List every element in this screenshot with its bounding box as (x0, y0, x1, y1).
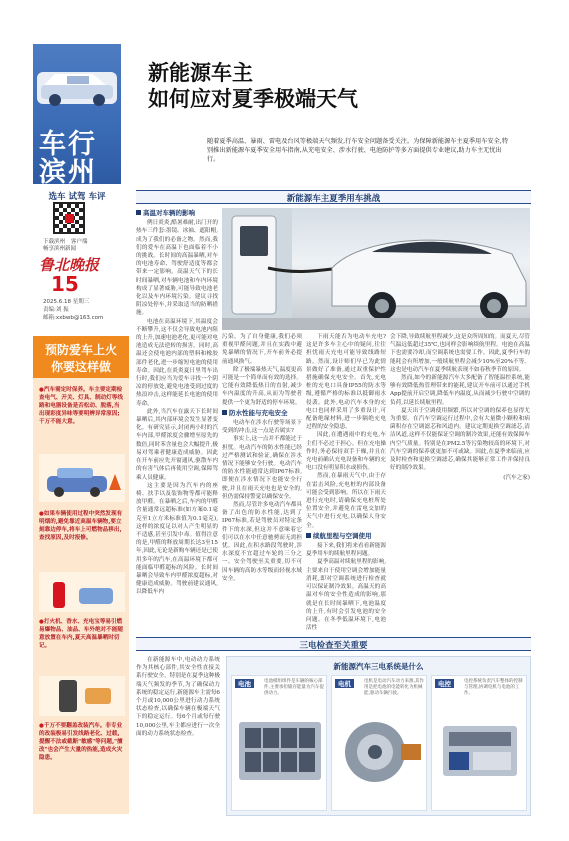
column-name-1: 车行 (39, 129, 97, 160)
article-column-3 (306, 333, 386, 635)
qr-caption-1: 下载滨州 (43, 239, 66, 245)
masthead-banner (33, 44, 121, 184)
col4-paragraph: 然而,如今的新能源汽车大多配备了智能温控系统,能够有效降低热管理带来的能耗,建议开车前可以通过手机App提前开启空调,降低车内温度,从而减少行驶中空调的负荷,以延长续航里程。 (390, 375, 530, 406)
col2-paragraph: 电动车在涉水行驶等场景下受到的冲击,这一点是否属实? (222, 420, 302, 435)
col3-paragraph: 接下来,我们将来看看新能源夏季用车的续航里程问题。 (306, 543, 386, 558)
col3-paragraph: 下雨天能否为电动车充电?这是许多车主心中的疑问,往往担忧雨天充电可能导致线路短路。然而,设计师们早已为此情景做好了准备,通过双重保护性措施确保充电安全。首先,充电桩的充电口具备IP55的防水等级,遵循严格的标准以抵御雨水侵袭。此外,电动汽车本身的充电口也同样采用了多重设计,可配备绝缘材料,进一步隔绝充电过程的安全隐患。 (306, 334, 386, 431)
sidebar-title-2: 你要这样做 (50, 360, 111, 374)
tip-item: ● 如果车辆使用过程中突然发现有明烟的,避免靠近高温车辆物,要立刻靠边停车,将车上可燃物品移出,查找原因,及时报修。 (39, 510, 125, 542)
car-illustration (33, 52, 121, 122)
phone-illustration (39, 676, 125, 716)
col2-paragraph: 除了极端暴热天气,温度更高可能是一个简单而有效的选择。它能有效降低热日的直射,减少车内温度的升高,从而为驾驶者提供一个更为舒适的停车环境。 (222, 366, 302, 406)
article-column-1 (136, 207, 218, 635)
col3-paragraph: 因此,在遭遇雨中的充电,车主们不必过于担心。但在充电操作时,务必保持双手干燥,并且在充电前确认充电设备和车辆的充电口没有明显积水或损伤。 (306, 432, 386, 472)
infographic-card-battery (231, 675, 327, 811)
card-label: 电机 (335, 679, 354, 688)
sidebar-header (33, 336, 129, 378)
infographic-card-motor (331, 675, 427, 811)
column-name-2: 滨州 (39, 157, 97, 184)
infographic-title: 新能源汽车三电系统是什么 (333, 662, 424, 671)
section1-banner-text: 新能源车主夏季用车挑战 (286, 194, 381, 204)
section2-text (136, 656, 220, 816)
col1-paragraph: 这主要是因为汽车内的座椅、扶手以及装饰物等都可能释放甲醛。在暴晒之后,车内的甲醛含量通常远超标准(如方案0.1毫克至1立方米标准值为0.1毫克),这样的浓度足以对人产生明显的不适感,甚至引发中毒。值得注意的是,甲醛的释放周期长达3至15年,因此,无论是新购车辆还是已使用多年的汽车,在高温环境下都可能面临甲醛超标的风险。长时间暴晒会导致车内甲醛浓度超标,对健康造成威胁。驾驶前建议通风,以降低车内 (136, 482, 218, 596)
col3-paragraph: 夏季高温对续航里程的影响,主要来自于使用空调会增加能量消耗,即对空调系统进行检查就可以保证制冷效果。高温天的高温对车的安全性造成的影响,那就是在长时间暴晒下,电池温度的上升,有时会引发电池的安全问题。在冬季低温环境下,电池活性 (306, 559, 386, 632)
newspaper-logo: 鲁北晚报 (39, 256, 100, 274)
qr-caption-3: 畅享滨州新闻 (43, 246, 77, 252)
sidebar-title-1: 预防爱车上火 (44, 343, 117, 357)
card-text: 电池模组组件是车辆的核心部件,主要承担储存能量为汽车提供动力。 (264, 679, 324, 696)
hero-photo (222, 208, 530, 330)
card-label: 电控 (435, 679, 454, 688)
col4-paragraph: 夏天出于空调使用频繁,所以对空调的保养也显得尤为重要。在汽车空调运行过程中,会有大量微小颗粒和病菌积存在空调滤芯和风道内。建议定期更换空调滤芯,清洁风道,这样不仅能保证空调的制冷效果,还能有效保障车内空气质量。特别是在PM2.5等污染物较高的环境下,对汽车空调的保养就更加不可或缺。因此,在夏季来临前,应及时检查和更换空调滤芯,确保其能够正常工作并保持良好的制冷效果。 (390, 407, 530, 472)
headline-line-2: 如何应对夏季极端天气 (148, 86, 358, 111)
lead-paragraph: 随着夏季高温、暴雨、雷电及台风等极端天气频发,行车安全问题备受关注。为保障新能源车主夏季用车安全,特别推出新能源车夏季安全用车指南,从充电安全、涉水行驶、电池防护等多方面提供专业建议,助力车主无忧出行。 (207, 138, 508, 164)
tips-sidebar (33, 336, 129, 814)
battery-pack-image (235, 712, 325, 792)
col1-paragraph: 此外,当汽车在露天下长时间暴晒后,其内部环境会发生显著变化。有研究显示,封闭两小时的汽车内部,甲醛浓度会骤增至原先的数倍,同时苯含量也会大幅提升,极易对驾乘者健康造成威胁。因此在开车前应先开窗通风,驱散车内的有害气体后再使用空调,保障驾乘人员健康。 (136, 408, 218, 481)
col4-paragraph: 会下降,导致续航里程减少,这是众所周知的。而夏天,尽管气温远低超过35℃,也同样会影响续航里程。电池在高温下也需要冷却,而空调系统也需要工作。因此,夏季行车的能耗会有所增加,一般续航里程会减少10%至20%不等。这也是电动汽车在夏季续航表现不如春秋季节的原因。 (390, 334, 530, 373)
tip-item: ● 千万不要翻盖改装汽车。非专业的改装极易引发线路老化、过载,提醒不法或截断"敏感"等问题,"擅改"也会产生大量的热能,造成火灾隐患。 (39, 722, 125, 762)
subhead-range-ac: 续航里程与空调使用 (306, 532, 386, 540)
card-text: 电控系统负责汽车整体的控制与管理,协调电机与电池的工作。 (464, 679, 523, 696)
section-tags: 选车 试驾 车评 (48, 192, 106, 202)
tip-item: ● 汽车需定时保养。车主要定期检查电气、开关、灯具、制动灯等线路和电器设备是否松动、脱落,当出现彩度异味等要明辨异常原因;千万不能大意。 (39, 386, 125, 426)
col3-paragraph: 然而,在暴雨天气中,由于存在雷击风险,充电桩的内部设备可能会受到影响。所以在下雨天进行充电时,请确保充电桩所处位置安全,并避免在雷电交加的天气中进行充电,以确保人身安全。 (306, 473, 386, 529)
headline-line-1: 新能源车主 (148, 60, 253, 85)
car-fire-illustration (39, 454, 125, 502)
tip-item: ● 打火机、香水、充电宝等易引燃易爆物品、油品、车外绝对不能随意放置在车内,夏天高温暴晒时切记。 (39, 618, 125, 650)
subhead-heat-impact: 高温对车辆的影响 (136, 209, 218, 217)
extinguisher-illustration (39, 572, 125, 612)
three-electric-infographic (226, 656, 531, 816)
qr-caption-2: 客户端 (71, 239, 88, 245)
card-label: 电池 (235, 679, 254, 688)
section2-paragraph: 在新能源车中,电动动力系统作为其核心部件,其安全性直接关系行驶安全。特别是在夏季这种极端天气频发的季节,为了确保动力系统的稳定运行,新能源车主需每6个月或10,000公里进行动力系统状态检查,以确保车辆在极端天气下的稳定运行。每6个月或每行驶10,000公里,车主都应进行一次全面的动力系统状态检查。 (136, 657, 220, 737)
subhead-waterproof: 防水性能与充电安全 (222, 409, 302, 417)
section2-banner-text: 三电检查至关重要 (299, 641, 368, 651)
card-text: 电机是电动汽车动力来源,其作用是把电池的电能转化为机械能,驱动车辆行驶。 (364, 679, 424, 696)
infographic-card-controller (431, 675, 527, 811)
col1-paragraph: 电池在高温环境下,其温度会不断攀升,这不仅会导致电池内阻的上升,加速电池老化,更可能对电池造成无法逆转的损害。同时,高温还会使电池内部的塑料和橡胶部件老化,进一步缩短电池的使用寿命。因此,在炎炎夏日里驾车出行时,我们应当为爱车寻找一个阴凉的停放处,避免电池受到过度的热浪冲击,这样能延长电池的使用寿命。 (136, 318, 218, 407)
email-line: 邮箱:xxbwb@163.com (43, 315, 104, 321)
qr-code[interactable] (53, 202, 85, 234)
section2-banner (136, 637, 531, 651)
page-number: 15 (51, 272, 79, 296)
col2-paragraph: 污染。为了自身健康,我们必须重视甲醛问题,并且在实践中避免暴晒的情况下,开车前务必提前通风换气。 (222, 334, 302, 365)
article-column-4 (390, 333, 530, 635)
col2-paragraph: 然而,尽管许多电动汽车都具备了出色的防水性能,达到了IP67标准,若是驾驶员对特定条件下的水深,但这并不意味着它们可以在水中任意驰骋而无需担忧。因此,在积水路段驾驶时,涉水深度不宜超过车轮的三分之一。安全驾驶至关重要,切不可因车辆的高防水等级而轻视水域安全。 (222, 502, 302, 582)
section1-banner (136, 190, 531, 204)
article-column-2 (222, 333, 302, 635)
col1-paragraph: 例日炎炎,酷暑难耐,出门开的热车三件套:墨镜、冰袖、遮阳帽,成为了我们的必备之物。然而,我们的爱车在高温下也面临着不小的挑战。长时间的高温暴晒,对车的电池寿命、驾驶舒适度等都会带来一定影响。高温天气下的长时间暴晒,对车辆电池和车内环境构成了显著威胁,可能导致电池老化以及车内环境污染。建议寻找阴凉处停车,并采取适当的防晒措施。 (136, 220, 218, 317)
motor-image (335, 712, 425, 792)
masthead (33, 44, 121, 319)
date-line: 2025.6.18 星期三 (43, 299, 90, 305)
article-credit: (汽车之家) (503, 475, 530, 482)
headline (148, 60, 448, 112)
editor-line: 责编:刘 振 (43, 307, 69, 313)
ev-car-image (222, 208, 530, 330)
controller-image (435, 712, 525, 792)
col2-paragraph: 事实上,这一点并不都能过于担忧。电动汽车的防水性能已经过严格测试和验证,确保在涉水情况下能够安全行驶。电动汽车的防水性能通常达到IP67标准,即便在涉水情况下也能安全行驶,并且在雨天充电也是安全的,但仍需保持警觉以确保安全。 (222, 436, 302, 500)
